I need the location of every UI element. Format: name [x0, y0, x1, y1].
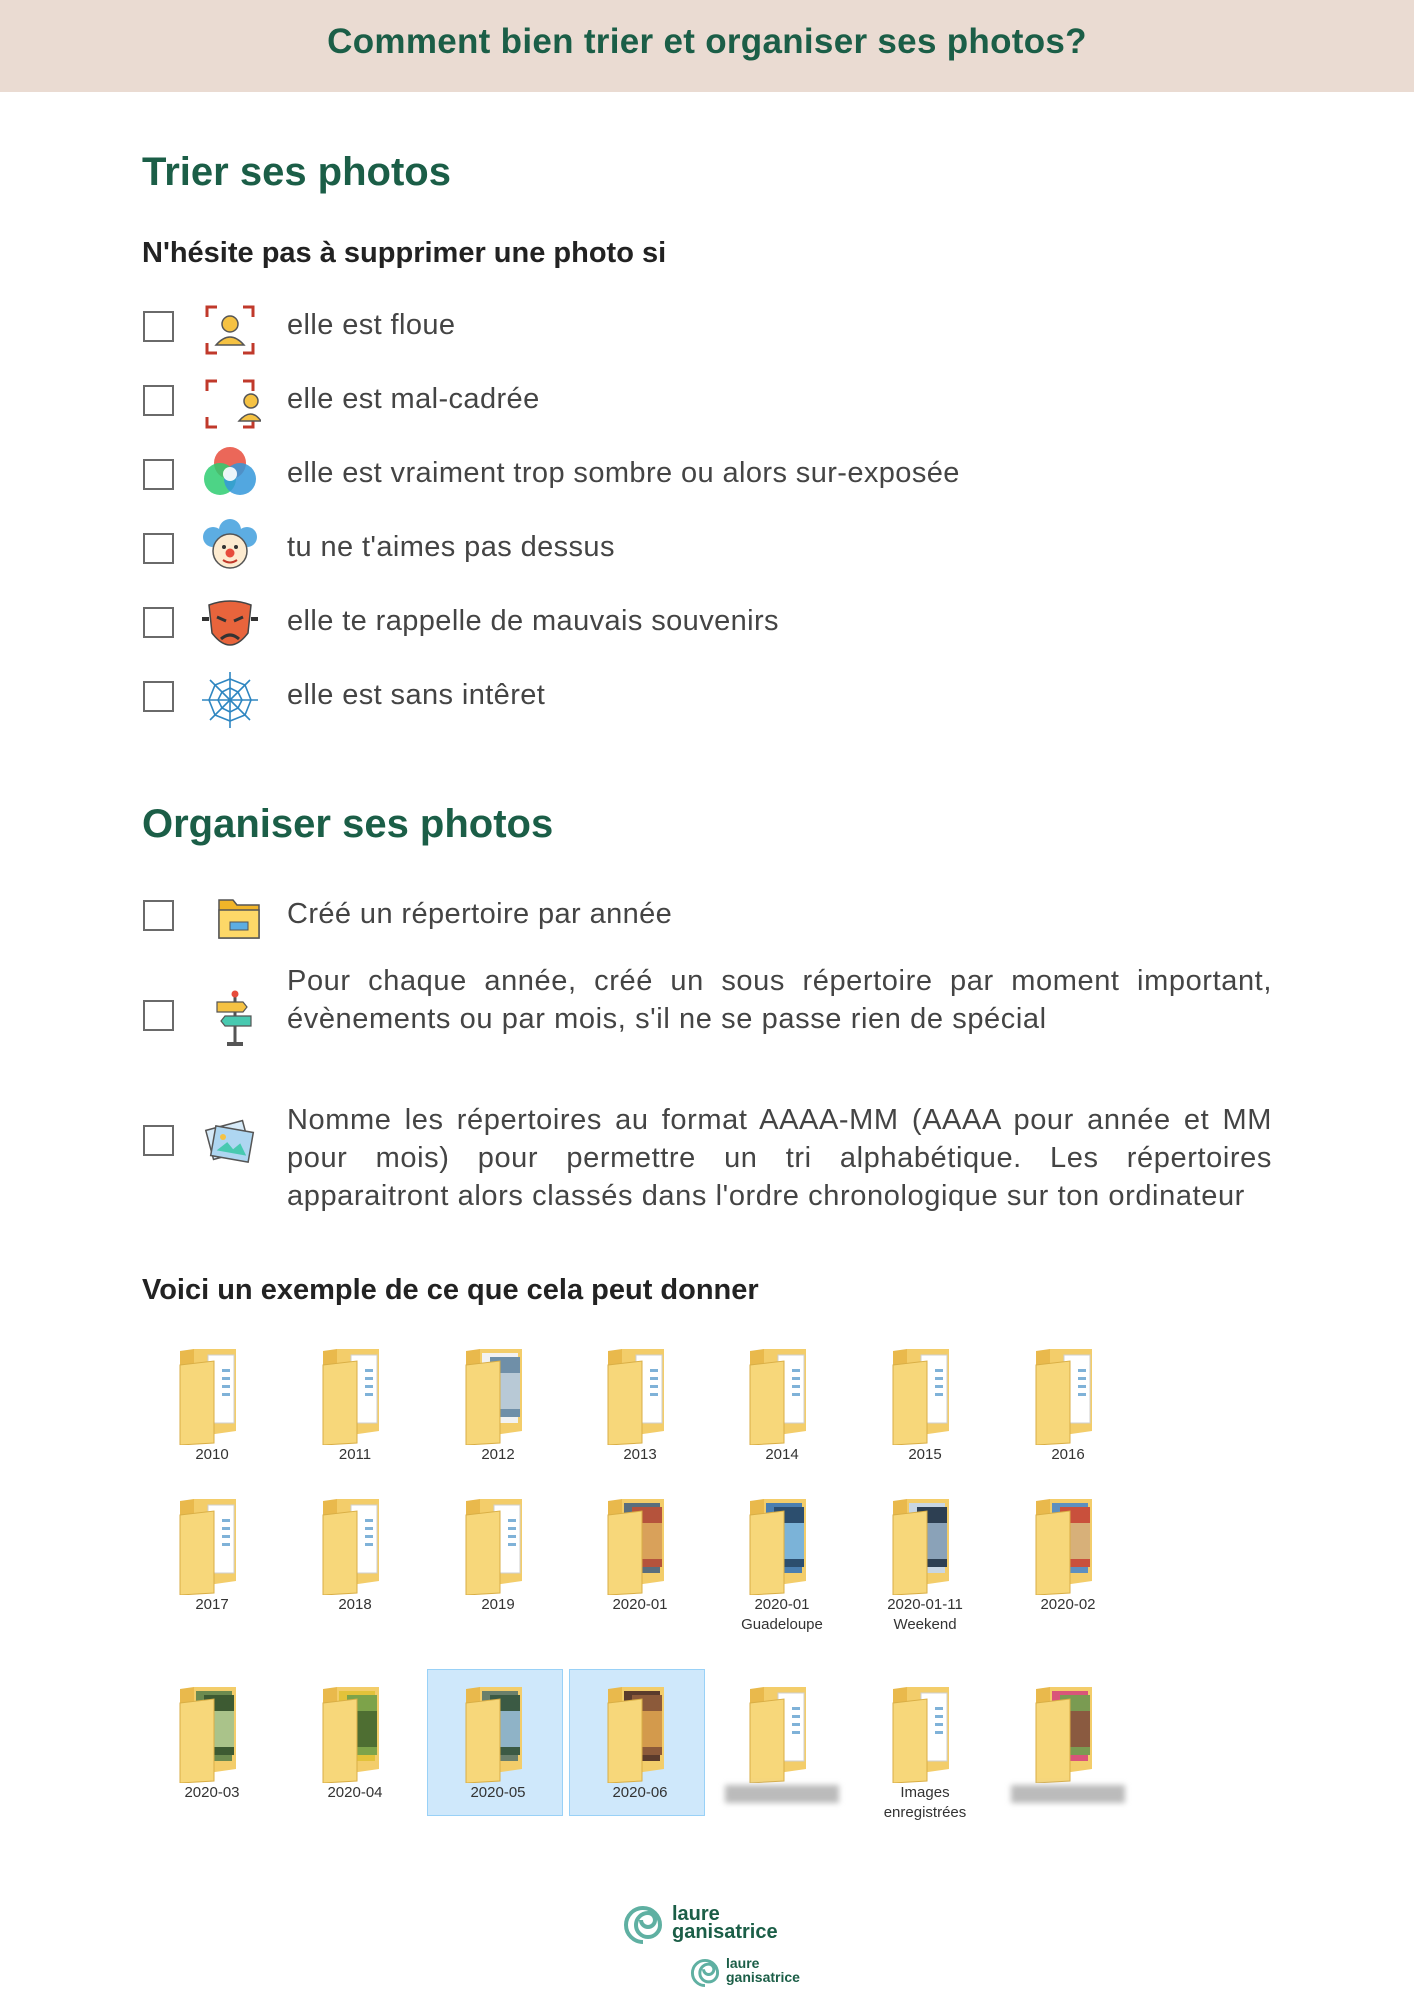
folder-name: 2020-05: [470, 1784, 526, 1801]
section-heading-trier: Trier ses photos: [142, 150, 451, 194]
folder-name: 2015: [908, 1446, 942, 1463]
folder-label: [1003, 1445, 1133, 1465]
folder-name: 2020-03: [184, 1784, 240, 1801]
folder-label: [290, 1445, 420, 1465]
folder-label: [717, 1783, 847, 1805]
folder-label: [433, 1783, 563, 1803]
folder-label: [860, 1783, 990, 1823]
checklist-item-label: elle est floue: [287, 309, 456, 341]
folder-item[interactable]: [860, 1675, 990, 1845]
bad-framing-icon: [199, 373, 261, 435]
logo-small-line1: laure: [726, 1955, 760, 1971]
clown-face-icon: [199, 517, 261, 579]
checkbox[interactable]: [143, 607, 174, 638]
folder-icon: [174, 1345, 254, 1445]
folder-icon: [744, 1345, 824, 1445]
folder-icon: [602, 1345, 682, 1445]
folder-label: [290, 1783, 420, 1803]
folder-icon: [460, 1683, 540, 1783]
folder-item[interactable]: [290, 1675, 420, 1845]
folder-label: [147, 1783, 277, 1803]
folder-icon: [460, 1495, 540, 1595]
folder-name-line2: Guadeloupe: [741, 1616, 823, 1633]
folder-icon: [460, 1345, 540, 1445]
folder-label: [1003, 1595, 1133, 1615]
folder-item[interactable]: [433, 1337, 563, 1507]
folder-name: 2016: [1051, 1446, 1085, 1463]
folder-name: 2013: [623, 1446, 657, 1463]
folder-name: 2019: [481, 1596, 515, 1613]
checkbox[interactable]: [143, 1000, 174, 1031]
section-heading-organiser: Organiser ses photos: [142, 802, 554, 846]
folder-name: 2020-04: [327, 1784, 383, 1801]
folder-item[interactable]: [860, 1337, 990, 1507]
section-intro-trier: N'hésite pas à supprimer une photo si: [142, 237, 667, 269]
spider-web-icon: [199, 669, 261, 731]
folder-label: [860, 1595, 990, 1635]
sad-mask-icon: [199, 595, 261, 657]
blurred-folder-name: [1011, 1785, 1125, 1803]
folder-label: [147, 1445, 277, 1465]
folder-item[interactable]: [1003, 1675, 1133, 1845]
page-title: Comment bien trier et organiser ses photos?: [327, 22, 1087, 61]
folder-icon: [174, 1495, 254, 1595]
folder-icon: [602, 1495, 682, 1595]
checklist-item-paragraph: Pour chaque année, créé un sous répertoire par moment important, évènements ou par mois, s'il ne se passe rien de spécial: [287, 965, 1272, 1035]
folder-label: [575, 1783, 705, 1803]
folder-icon: [1030, 1345, 1110, 1445]
folder-icon: [744, 1683, 824, 1783]
folder-label: [575, 1595, 705, 1615]
folder-icon: [887, 1683, 967, 1783]
blurred-folder-name: [725, 1785, 839, 1803]
checkbox[interactable]: [143, 900, 174, 931]
folder-label: [717, 1445, 847, 1465]
folder-label: [290, 1595, 420, 1615]
folder-label: [717, 1595, 847, 1635]
folder-label: [147, 1595, 277, 1615]
checklist-item-label: Créé un répertoire par année: [287, 898, 673, 930]
folder-icon: [199, 888, 261, 950]
folder-name: 2014: [765, 1446, 799, 1463]
logo-line2: ganisatrice: [672, 1921, 778, 1943]
folder-item[interactable]: [433, 1675, 563, 1845]
checkbox[interactable]: [143, 681, 174, 712]
folder-name: 2020-01: [754, 1596, 810, 1613]
logo-line1: laure: [672, 1903, 720, 1925]
folder-icon: [174, 1683, 254, 1783]
folder-item[interactable]: [575, 1487, 705, 1657]
checkbox[interactable]: [143, 311, 174, 342]
checklist-item-label: elle est vraiment trop sombre ou alors sur-exposée: [287, 457, 960, 489]
folder-icon: [1030, 1683, 1110, 1783]
header-banner: [0, 0, 1414, 92]
folder-item[interactable]: [575, 1337, 705, 1507]
folder-icon: [317, 1683, 397, 1783]
folder-item[interactable]: [1003, 1487, 1133, 1657]
folder-name: 2018: [338, 1596, 372, 1613]
checklist-item-label: elle est sans intêret: [287, 679, 546, 711]
folder-item[interactable]: [147, 1337, 277, 1507]
folder-item[interactable]: [717, 1675, 847, 1845]
checkbox[interactable]: [143, 459, 174, 490]
spiral-logo-small-icon: [688, 1956, 722, 1990]
checkbox[interactable]: [143, 1125, 174, 1156]
folder-item[interactable]: [717, 1487, 847, 1657]
folder-item[interactable]: [860, 1487, 990, 1657]
spiral-logo-icon: [620, 1902, 666, 1948]
folder-name: 2020-06: [612, 1784, 668, 1801]
signpost-icon: [199, 988, 261, 1050]
blurry-portrait-icon: [199, 299, 261, 361]
folder-label: [1003, 1783, 1133, 1805]
folder-item[interactable]: [1003, 1337, 1133, 1507]
folder-icon: [317, 1495, 397, 1595]
folder-icon: [1030, 1495, 1110, 1595]
checklist-item-label: elle te rappelle de mauvais souvenirs: [287, 605, 779, 637]
logo-small-line2: ganisatrice: [726, 1969, 800, 1985]
folder-icon: [317, 1345, 397, 1445]
folder-name: 2020-02: [1040, 1596, 1096, 1613]
folder-name: Images: [900, 1784, 950, 1801]
photos-icon: [199, 1111, 261, 1173]
checkbox[interactable]: [143, 533, 174, 564]
checklist-item-paragraph: Nomme les répertoires au format AAAA-MM (AAAA pour année et MM pour mois) pour permettre un tri alphabétique. Les répertoires apparaitront alors classés dans l'ordre chronologique sur ton ordinateur: [287, 1104, 1272, 1212]
folder-item[interactable]: [575, 1675, 705, 1845]
folder-name: 2017: [195, 1596, 229, 1613]
folder-icon: [744, 1495, 824, 1595]
folder-item[interactable]: [717, 1337, 847, 1507]
folder-name-line2: Weekend: [893, 1616, 957, 1633]
checklist-item-label: elle est mal-cadrée: [287, 383, 540, 415]
folder-item[interactable]: [147, 1487, 277, 1657]
folder-icon: [602, 1683, 682, 1783]
folder-label: [433, 1445, 563, 1465]
example-intro: Voici un exemple de ce que cela peut donner: [142, 1274, 759, 1306]
folder-name-line2: enregistrées: [883, 1804, 967, 1821]
checklist-item-label: tu ne t'aimes pas dessus: [287, 531, 615, 563]
logo: [620, 1900, 800, 1990]
folder-name: 2020-01-11: [887, 1596, 963, 1613]
folder-name: 2020-01: [612, 1596, 668, 1613]
folder-name: 2010: [195, 1446, 229, 1463]
folder-item[interactable]: [290, 1337, 420, 1507]
folder-label: [575, 1445, 705, 1465]
folder-name: 2012: [481, 1446, 515, 1463]
folder-icon: [887, 1345, 967, 1445]
folder-label: [860, 1445, 990, 1465]
folder-label: [433, 1595, 563, 1615]
folder-icon: [887, 1495, 967, 1595]
color-circles-icon: [199, 441, 261, 503]
folder-item[interactable]: [433, 1487, 563, 1657]
folder-name: 2011: [338, 1446, 372, 1463]
checkbox[interactable]: [143, 385, 174, 416]
folder-item[interactable]: [290, 1487, 420, 1657]
folder-item[interactable]: [147, 1675, 277, 1845]
